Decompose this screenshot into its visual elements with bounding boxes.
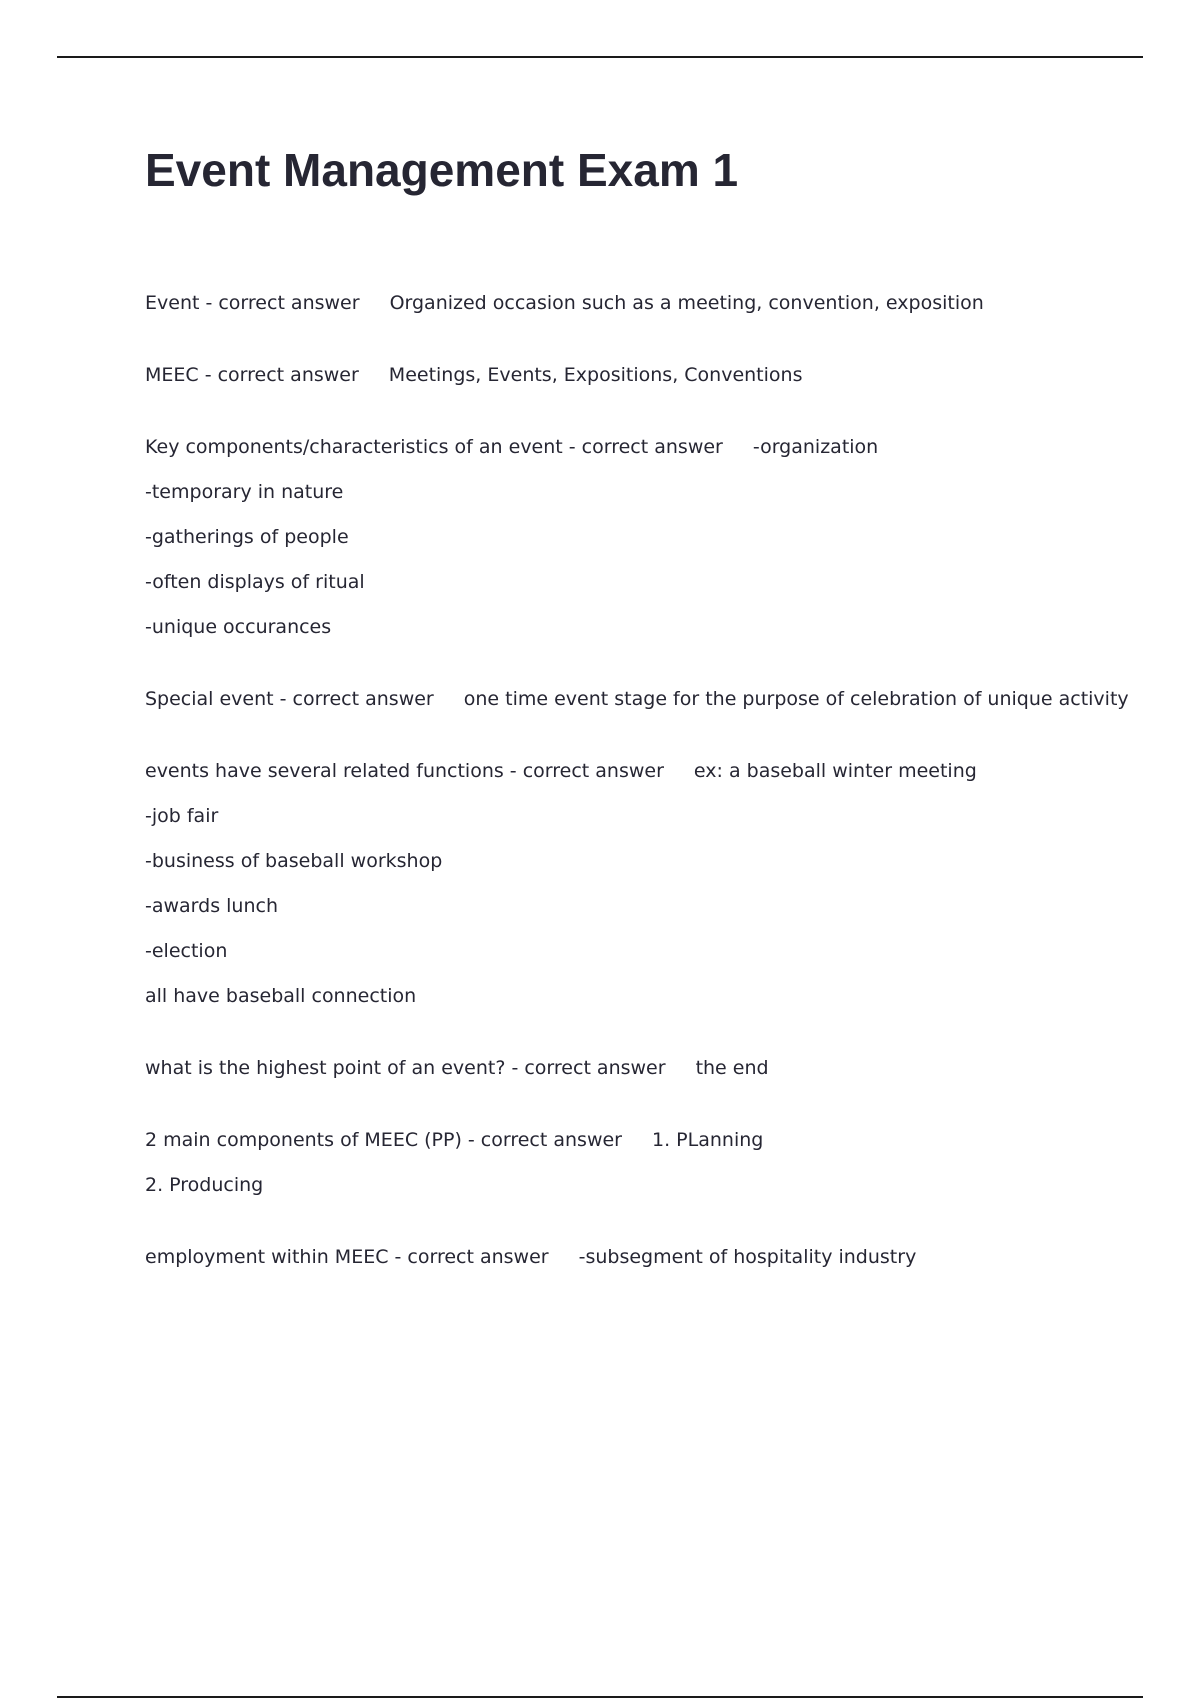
qa-term: 2 main components of MEEC (PP) - correct answer — [145, 1129, 622, 1151]
qa-item — [145, 1127, 1105, 1198]
qa-item — [145, 1244, 1105, 1270]
qa-item — [145, 758, 1105, 1009]
qa-first-line — [145, 290, 1105, 316]
qa-answer-line: -awards lunch — [145, 895, 279, 917]
qa-list — [145, 290, 1129, 1316]
qa-item — [145, 686, 1129, 712]
qa-first-line — [145, 1055, 1105, 1081]
qa-first-line — [145, 758, 1105, 803]
qa-term: events have several related functions - correct answer — [145, 760, 664, 782]
qa-answer-line: all have baseball connection — [145, 985, 417, 1007]
qa-answer-line: -temporary in nature — [145, 481, 344, 503]
qa-answer: Meetings, Events, Expositions, Conventions — [388, 364, 803, 386]
document-title: Event Management Exam 1 — [145, 144, 739, 196]
qa-item — [145, 290, 1105, 316]
qa-first-line — [145, 362, 1105, 388]
qa-answer-line: -job fair — [145, 805, 219, 827]
qa-answer: 1. PLanning — [652, 1129, 764, 1151]
bottom-divider — [57, 1696, 1143, 1698]
qa-term: employment within MEEC - correct answer — [145, 1246, 549, 1268]
qa-answer: the end — [695, 1057, 769, 1079]
qa-first-line — [145, 1127, 1105, 1172]
qa-answer-line: 2. Producing — [145, 1174, 264, 1196]
qa-answer: -subsegment of hospitality industry — [578, 1246, 917, 1268]
qa-answer-line: -business of baseball workshop — [145, 850, 443, 872]
qa-first-line — [145, 686, 1129, 712]
qa-term: MEEC - correct answer — [145, 364, 359, 386]
qa-answer-line: -gatherings of people — [145, 526, 349, 548]
qa-item — [145, 1055, 1105, 1081]
qa-answer-line: -unique occurances — [145, 616, 332, 638]
qa-answer-line: -election — [145, 940, 228, 962]
qa-term: Event - correct answer — [145, 292, 360, 314]
qa-term: Key components/characteristics of an event - correct answer — [145, 436, 723, 458]
top-divider — [57, 56, 1143, 58]
qa-first-line — [145, 1244, 1105, 1270]
qa-answer: Organized occasion such as a meeting, convention, exposition — [389, 292, 984, 314]
qa-term: Special event - correct answer — [145, 688, 434, 710]
qa-term: what is the highest point of an event? - correct answer — [145, 1057, 666, 1079]
qa-answer-line: -often displays of ritual — [145, 571, 365, 593]
qa-first-line — [145, 434, 1105, 479]
qa-answer: ex: a baseball winter meeting — [693, 760, 977, 782]
qa-answer: one time event stage for the purpose of celebration of unique activity — [463, 688, 1129, 710]
qa-item — [145, 362, 1105, 388]
qa-answer: -organization — [752, 436, 879, 458]
qa-item — [145, 434, 1105, 640]
